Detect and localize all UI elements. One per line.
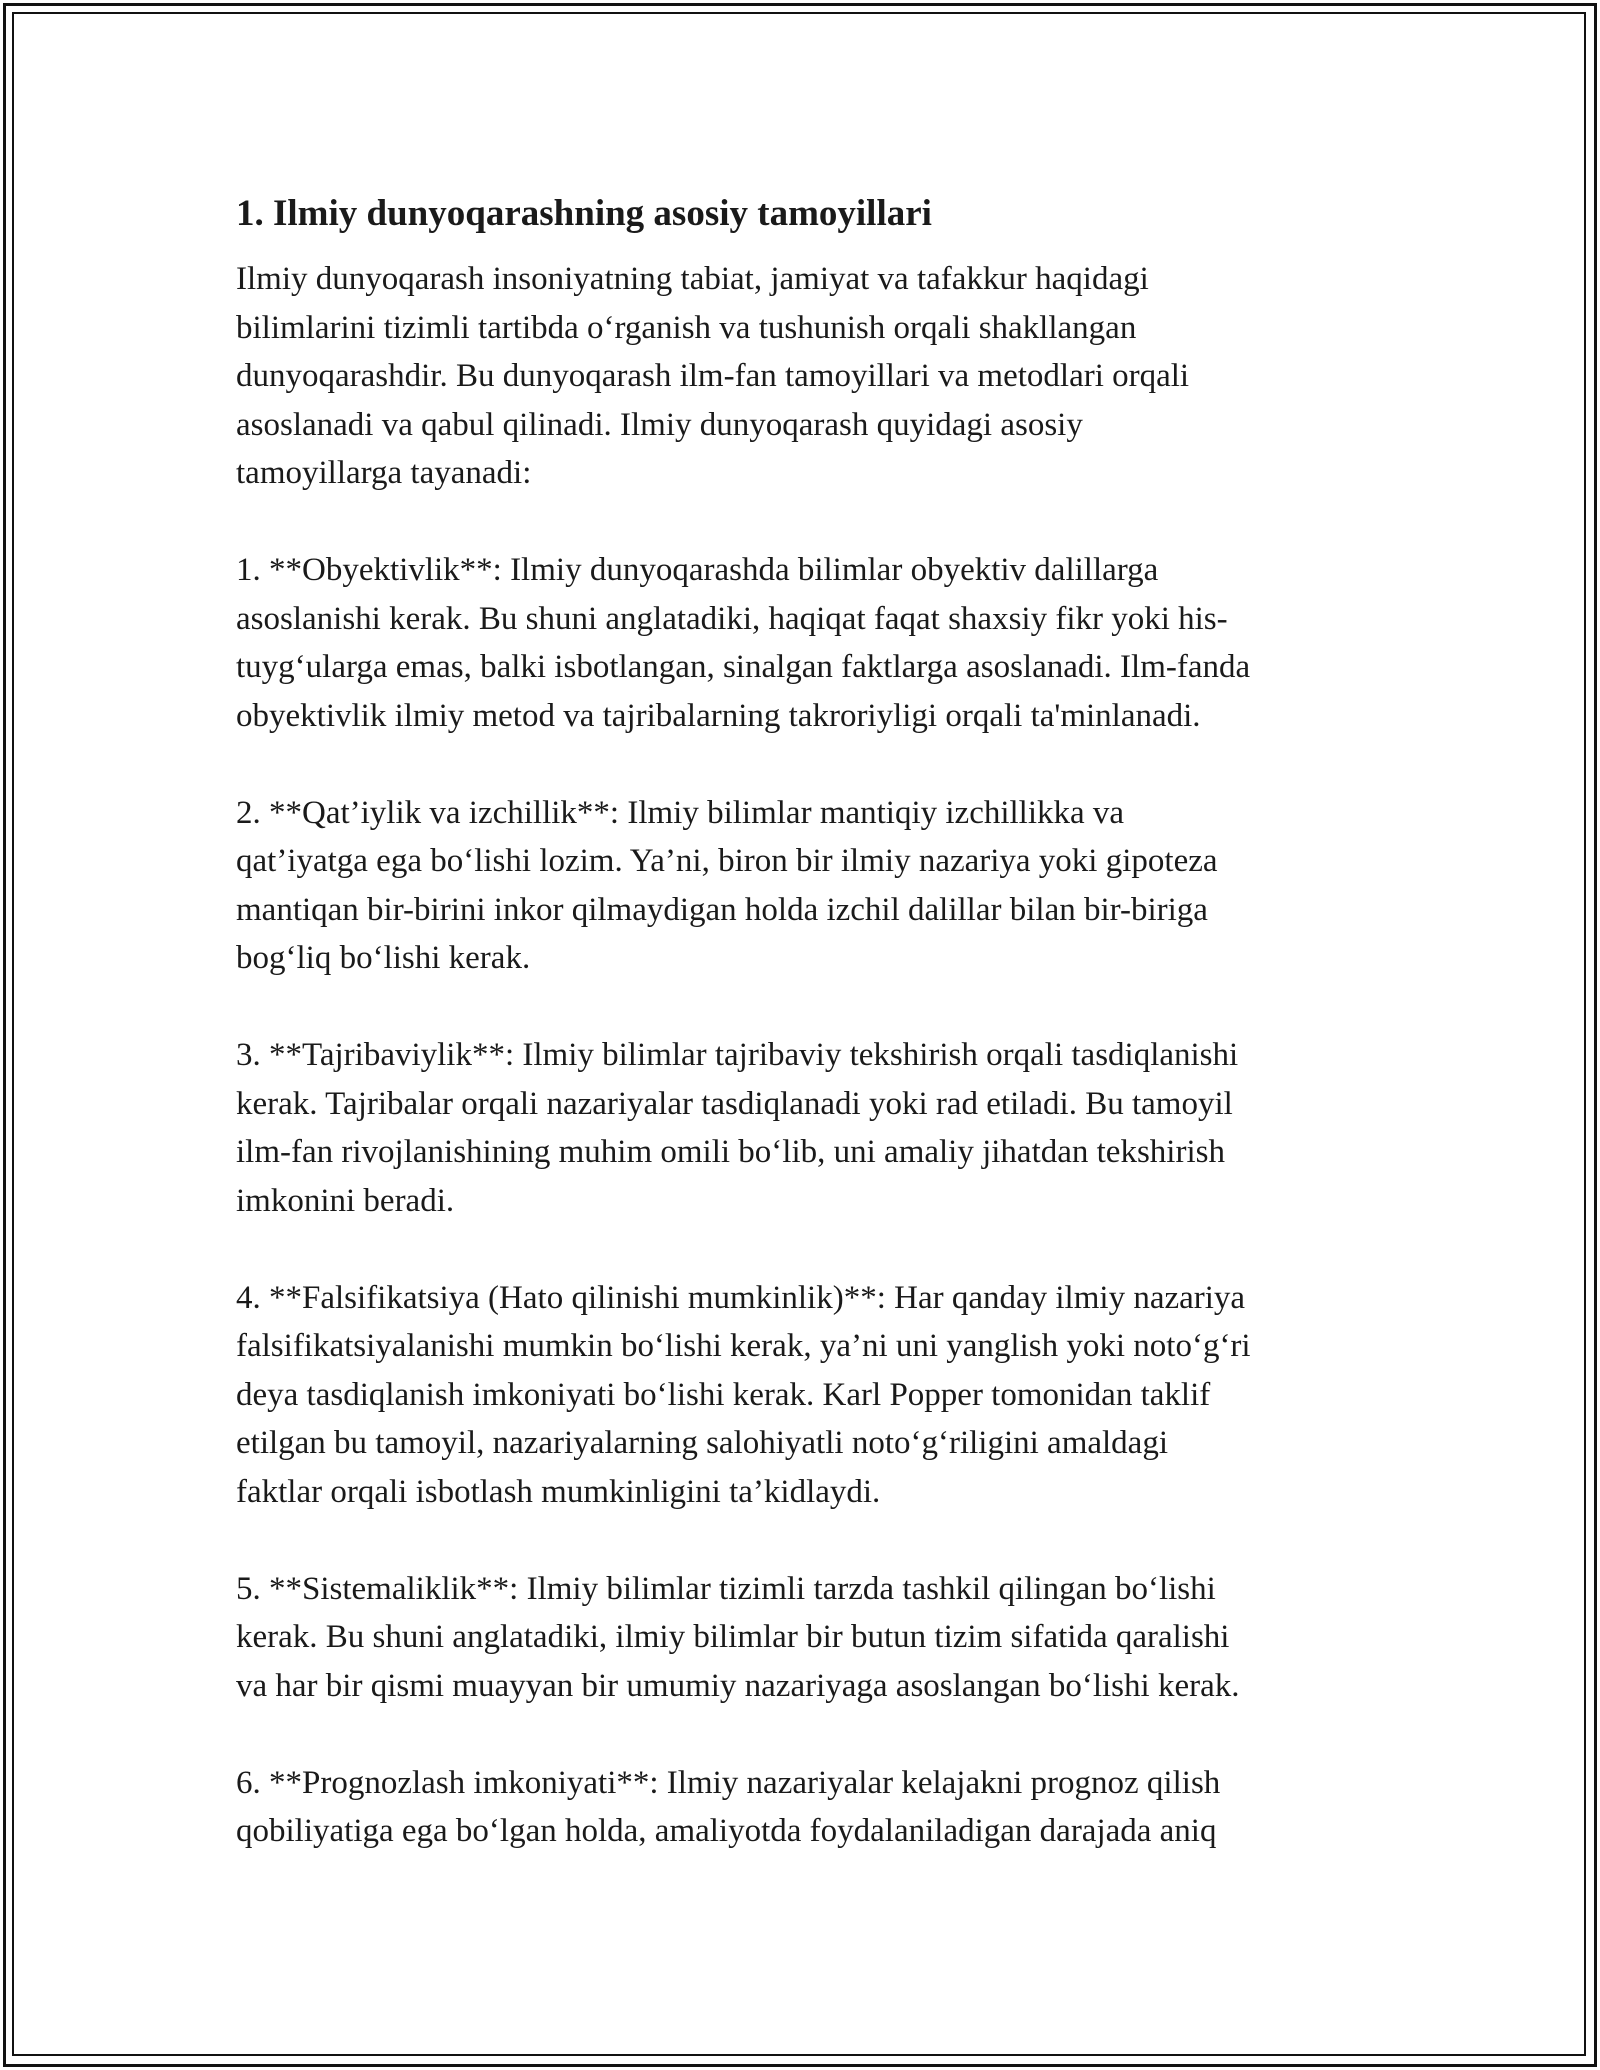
text-line: kerak. Bu shuni anglatadiki, ilmiy bilimlar bir butun tizim sifatida qaralishi <box>236 1619 1230 1655</box>
text-line: Ilmiy dunyoqarash insoniyatning tabiat, jamiyat va tafakkur haqidagi <box>236 261 1149 297</box>
intro-paragraph <box>236 255 1366 498</box>
principle-paragraph <box>236 1565 1366 1711</box>
paragraph-list <box>236 255 1366 1856</box>
paragraph-spacer <box>236 498 1366 547</box>
text-line: dunyoqarashdir. Bu dunyoqarash ilm-fan tamoyillari va metodlari orqali <box>236 358 1190 394</box>
document-body <box>236 185 1366 1856</box>
text-line: asoslanadi va qabul qilinadi. Ilmiy dunyoqarash quyidagi asosiy <box>236 406 1083 443</box>
text-line: 4. **Falsifikatsiya (Hato qilinishi mumkinlik)**: Har qanday ilmiy nazariya <box>236 1279 1246 1316</box>
text-line: deya tasdiqlanish imkoniyati bo‘lishi kerak. Karl Popper tomonidan taklif <box>236 1376 1211 1413</box>
text-line: 1. **Obyektivlik**: Ilmiy dunyoqarashda bilimlar obyektiv dalillarga <box>236 552 1159 588</box>
principle-paragraph <box>236 546 1366 740</box>
text-line: mantiqan bir-birini inkor qilmaydigan holda izchil dalillar bilan bir-biriga <box>236 891 1208 928</box>
text-line: bog‘liq bo‘lishi kerak. <box>236 940 531 976</box>
paragraph-spacer <box>236 740 1366 789</box>
principle-paragraph <box>236 1274 1366 1517</box>
text-line: imkonini beradi. <box>236 1182 455 1219</box>
paragraph-spacer <box>236 983 1366 1032</box>
text-line: kerak. Tajribalar orqali nazariyalar tasdiqlanadi yoki rad etiladi. Bu tamoyil <box>236 1085 1233 1122</box>
text-line: 3. **Tajribaviylik**: Ilmiy bilimlar tajribaviy tekshirish orqali tasdiqlanishi <box>236 1037 1239 1073</box>
text-line: tamoyillarga tayanadi: <box>236 455 532 491</box>
paragraph-spacer <box>236 1516 1366 1565</box>
text-line: ilm-fan rivojlanishining muhim omili bo‘lib, uni amaliy jihatdan tekshirish <box>236 1134 1225 1170</box>
paragraph-spacer <box>236 1225 1366 1274</box>
paragraph-spacer <box>236 1710 1366 1759</box>
principle-paragraph <box>236 1031 1366 1225</box>
text-line: 2. **Qat’iylik va izchillik**: Ilmiy bilimlar mantiqiy izchillikka va <box>236 794 1125 831</box>
principle-paragraph <box>236 789 1366 983</box>
principle-paragraph <box>236 1759 1366 1856</box>
text-line: va har bir qismi muayyan bir umumiy nazariyaga asoslangan bo‘lishi kerak. <box>236 1667 1240 1704</box>
section-heading: 1. Ilmiy dunyoqarashning asosiy tamoyillari <box>236 193 932 234</box>
text-line: qat’iyatga ega bo‘lishi lozim. Ya’ni, biron bir ilmiy nazariya yoki gipoteza <box>236 843 1218 879</box>
text-line: 6. **Prognozlash imkoniyati**: Ilmiy nazariyalar kelajakni prognoz qilish <box>236 1764 1221 1801</box>
text-line: faktlar orqali isbotlash mumkinligini ta’kidlaydi. <box>236 1473 881 1510</box>
text-line: 5. **Sistemaliklik**: Ilmiy bilimlar tizimli tarzda tashkil qilingan bo‘lishi <box>236 1570 1216 1607</box>
text-line: asoslanishi kerak. Bu shuni anglatadiki, haqiqat faqat shaxsiy fikr yoki his- <box>236 600 1228 637</box>
text-line: tuyg‘ularga emas, balki isbotlangan, sinalgan faktlarga asoslanadi. Ilm-fanda <box>236 649 1251 685</box>
text-line: falsifikatsiyalanishi mumkin bo‘lishi kerak, ya’ni uni yanglish yoki noto‘g‘ri <box>236 1328 1251 1364</box>
text-line: bilimlarini tizimli tartibda o‘rganish va tushunish orqali shakllangan <box>236 309 1137 346</box>
text-line: etilgan bu tamoyil, nazariyalarning salohiyatli noto‘g‘riligini amaldagi <box>236 1425 1168 1461</box>
text-line: obyektivlik ilmiy metod va tajribalarning takroriyligi orqali ta'minlanadi. <box>236 697 1201 734</box>
text-line: qobiliyatiga ega bo‘lgan holda, amaliyotda foydalaniladigan darajada aniq <box>236 1813 1217 1849</box>
